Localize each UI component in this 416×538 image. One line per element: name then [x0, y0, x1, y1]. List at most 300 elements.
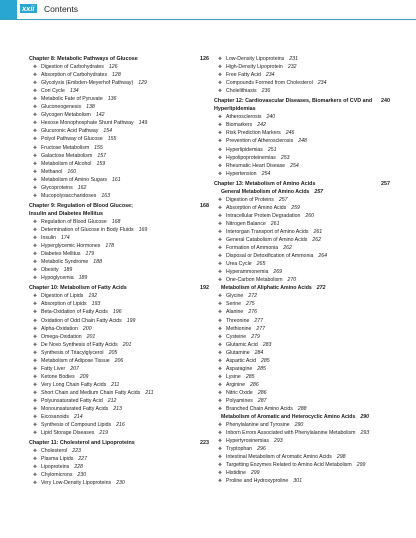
section-heading [214, 413, 390, 421]
diamond-bullet-icon: ❖ [218, 373, 223, 379]
toc-entry [29, 292, 209, 300]
toc-entry-title: Intracellular Protein Degradation [226, 212, 301, 219]
toc-entry-title: Atherosclerosis [226, 114, 262, 121]
diamond-bullet-icon: ❖ [218, 333, 223, 339]
toc-entry-title: Low-Density Lipoproteins [226, 56, 285, 62]
chapter-title: Chapter 8: Metabolic Pathways of Glucose [29, 56, 138, 62]
toc-entry [29, 119, 209, 127]
toc-entry-title: Lysine [226, 373, 241, 380]
toc-entry-title: Alpha-Oxidation [41, 325, 78, 332]
section-title: Metabolism of Aromatic and Heterocyclic Amino Acids [221, 414, 356, 421]
toc-entry-title: Targetting Enzymes Related to Amino Acid Metabolism [226, 462, 352, 469]
toc-entry [29, 218, 209, 226]
toc-entry-page: 264 [318, 253, 328, 260]
toc-entry-page: 160 [67, 168, 76, 175]
toc-entry-title: Cholelithiasis [226, 88, 257, 95]
diamond-bullet-icon: ❖ [33, 267, 38, 273]
toc-entry [214, 129, 390, 137]
chapter-title: Chapter 13: Metabolism of Amino Acids [214, 180, 316, 187]
toc-entry-title: Mucopolysaccharidoses [41, 192, 97, 199]
diamond-bullet-icon: ❖ [33, 293, 38, 299]
diamond-bullet-icon: ❖ [33, 120, 38, 126]
diamond-bullet-icon: ❖ [33, 152, 38, 158]
toc-entry-page: 189 [63, 267, 73, 274]
toc-entry-title: Nitrogen Balance [226, 220, 266, 227]
diamond-bullet-icon: ❖ [33, 333, 38, 339]
toc-entry [29, 349, 209, 357]
toc-entry [29, 365, 209, 373]
toc-entry [29, 308, 209, 316]
toc-entry [214, 300, 390, 308]
diamond-bullet-icon: ❖ [218, 204, 223, 210]
toc-entry [29, 103, 209, 111]
toc-entry-page: 155 [107, 136, 117, 143]
diamond-bullet-icon: ❖ [218, 430, 223, 436]
toc-entry-title: Disposal or Detoxification of Ammonia [226, 253, 314, 260]
toc-entry-page: 136 [107, 96, 117, 103]
toc-entry [29, 389, 209, 397]
toc-entry [29, 317, 209, 325]
diamond-bullet-icon: ❖ [33, 80, 38, 86]
diamond-bullet-icon: ❖ [33, 480, 38, 486]
chapter-page: 240 [381, 98, 390, 105]
diamond-bullet-icon: ❖ [218, 446, 223, 452]
diamond-bullet-icon: ❖ [33, 160, 38, 166]
toc-entry [29, 373, 209, 381]
toc-entry-page: 288 [297, 406, 307, 413]
toc-entry-page: 270 [287, 277, 297, 284]
toc-entry-page: 298 [336, 454, 346, 461]
toc-entry [214, 212, 390, 220]
toc-entry [214, 252, 390, 260]
toc-entry-title: Methanol [41, 168, 63, 175]
toc-entry-title: Glycolysis (Embden-Meyerhof Pathway) [41, 80, 134, 87]
toc-entry-page: 219 [99, 430, 109, 437]
toc-entry-page: 269 [273, 269, 283, 276]
toc-entry [29, 447, 209, 455]
diamond-bullet-icon: ❖ [218, 422, 223, 428]
diamond-bullet-icon: ❖ [33, 317, 38, 323]
toc-entry [214, 461, 390, 469]
toc-entry-page: 232 [287, 64, 297, 71]
toc-entry [29, 87, 209, 95]
toc-entry [29, 258, 209, 266]
toc-entry [214, 137, 390, 145]
toc-entry [29, 144, 209, 152]
toc-entry-page: 213 [113, 406, 122, 413]
toc-entry [29, 234, 209, 242]
toc-entry [29, 192, 209, 200]
chapter-page: 168 [200, 202, 209, 209]
toc-right-column [214, 55, 390, 485]
diamond-bullet-icon: ❖ [33, 251, 38, 257]
toc-entry-page: 257 [278, 196, 288, 203]
toc-entry [29, 429, 209, 437]
diamond-bullet-icon: ❖ [33, 309, 38, 315]
toc-entry-title: Regulation of Blood Glucose [41, 218, 107, 225]
diamond-bullet-icon: ❖ [218, 237, 223, 243]
toc-entry-title: Chylomicrons [41, 472, 73, 479]
diamond-bullet-icon: ❖ [33, 176, 38, 182]
toc-entry-title: De Novo Synthesis of Fatty Acids [41, 341, 118, 348]
toc-entry-title: Gluconeogenesis [41, 104, 82, 111]
diamond-bullet-icon: ❖ [33, 357, 38, 363]
toc-entry-title: Methionine [226, 325, 252, 332]
toc-entry [214, 421, 390, 429]
diamond-bullet-icon: ❖ [33, 456, 38, 462]
toc-entry-title: Serine [226, 301, 241, 308]
toc-entry [29, 381, 209, 389]
diamond-bullet-icon: ❖ [33, 72, 38, 78]
toc-entry [29, 242, 209, 250]
diamond-bullet-icon: ❖ [33, 128, 38, 134]
diamond-bullet-icon: ❖ [33, 406, 38, 412]
toc-entry-page: 259 [291, 204, 300, 211]
diamond-bullet-icon: ❖ [218, 64, 223, 70]
toc-entry [214, 308, 390, 316]
diamond-bullet-icon: ❖ [218, 122, 223, 128]
toc-entry-title: Very Long Chain Fatty Acids [41, 381, 107, 388]
toc-entry-title: Lipid Storage Diseases [41, 430, 95, 437]
chapter-heading [214, 97, 390, 113]
toc-left-column [29, 55, 209, 487]
toc-entry-title: High-Density Lipoprotein [226, 64, 283, 71]
toc-entry [214, 437, 390, 445]
toc-entry-title: Oxidation of Odd Chain Fatty Acids [41, 317, 122, 324]
toc-entry-title: Cori Cycle [41, 88, 65, 95]
toc-entry-title: Hyperglycemic Hormones [41, 243, 101, 250]
toc-entry [214, 341, 390, 349]
chapter-page: 126 [200, 56, 209, 62]
toc-entry-page: 285 [245, 373, 255, 380]
toc-entry-title: Branched Chain Amino Acids [226, 406, 293, 413]
toc-entry-page: 234 [317, 80, 327, 87]
toc-entry-title: Free Fatty Acid [226, 72, 261, 79]
section-title: Metabolism of Aliphatic Amino Acids [221, 285, 312, 292]
toc-entry-title: Very Low-Density Lipoproteins [41, 480, 112, 487]
diamond-bullet-icon: ❖ [218, 80, 223, 86]
toc-entry [214, 55, 390, 63]
page-header [0, 0, 416, 20]
toc-entry [214, 349, 390, 357]
toc-entry-title: Glycine [226, 293, 244, 300]
toc-entry-page: 199 [126, 317, 136, 324]
toc-entry-title: Polyamines [226, 397, 253, 404]
toc-entry [214, 196, 390, 204]
diamond-bullet-icon: ❖ [218, 365, 223, 371]
diamond-bullet-icon: ❖ [218, 389, 223, 395]
toc-entry [29, 325, 209, 333]
toc-entry-title: Risk Prediction Markers [226, 130, 281, 137]
toc-entry-title: Absorption of Carbohydrates [41, 72, 108, 79]
diamond-bullet-icon: ❖ [218, 196, 223, 202]
toc-entry-page: 179 [85, 251, 95, 258]
diamond-bullet-icon: ❖ [218, 146, 223, 152]
toc-entry-page: 276 [248, 309, 257, 316]
toc-entry-title: Glutamic Acid [226, 341, 258, 348]
toc-entry-page: 253 [280, 154, 290, 161]
toc-entry-page: 228 [74, 464, 83, 471]
toc-entry [29, 455, 209, 463]
diamond-bullet-icon: ❖ [33, 414, 38, 420]
toc-entry [214, 276, 390, 284]
toc-entry-title: Polyunsaturated Fatty Acid [41, 397, 103, 404]
toc-entry-page: 216 [116, 422, 125, 429]
diamond-bullet-icon: ❖ [218, 269, 223, 275]
toc-entry-title: Cholesterol [41, 448, 68, 455]
toc-entry [214, 113, 390, 121]
toc-entry-page: 168 [111, 218, 121, 225]
toc-entry-title: Digestion of Carbohydrates [41, 64, 104, 71]
toc-entry-page: 227 [78, 456, 87, 463]
chapter-title: Chapter 10: Metabolism of Fatty Acids [29, 285, 127, 292]
diamond-bullet-icon: ❖ [33, 381, 38, 387]
diamond-bullet-icon: ❖ [33, 365, 38, 371]
toc-entry-page: 169 [138, 226, 148, 233]
toc-entry-title: Histidine [226, 470, 246, 477]
diamond-bullet-icon: ❖ [33, 226, 38, 232]
diamond-bullet-icon: ❖ [218, 470, 223, 476]
diamond-bullet-icon: ❖ [33, 192, 38, 198]
toc-entry [29, 71, 209, 79]
toc-entry [29, 471, 209, 479]
toc-entry-page: 211 [145, 389, 154, 396]
toc-entry-title: Cysteine [226, 333, 247, 340]
toc-entry [29, 184, 209, 192]
toc-entry [214, 373, 390, 381]
toc-entry-page: 211 [111, 381, 120, 388]
toc-entry-page: 254 [261, 170, 271, 177]
toc-entry [214, 220, 390, 228]
toc-entry-page: 189 [78, 275, 88, 282]
toc-entry-title: Aspartic Acid [226, 357, 256, 364]
chapter-page: 257 [381, 180, 390, 187]
toc-entry [29, 160, 209, 168]
diamond-bullet-icon: ❖ [218, 381, 223, 387]
diamond-bullet-icon: ❖ [218, 301, 223, 307]
chapter-heading [29, 439, 209, 447]
toc-entry-title: General Catabolism of Amino Acids [226, 237, 308, 244]
diamond-bullet-icon: ❖ [218, 341, 223, 347]
toc-entry-page: 296 [257, 446, 266, 453]
toc-entry-title: Insulin [41, 235, 56, 242]
toc-entry-page: 286 [257, 389, 267, 396]
toc-entry [29, 397, 209, 405]
toc-entry [29, 479, 209, 487]
toc-entry [214, 170, 390, 178]
diamond-bullet-icon: ❖ [218, 454, 223, 460]
toc-entry-title: Asparagine [226, 365, 253, 372]
diamond-bullet-icon: ❖ [218, 170, 223, 176]
diamond-bullet-icon: ❖ [218, 438, 223, 444]
section-page: 257 [314, 188, 324, 195]
toc-entry-page: 188 [93, 259, 102, 266]
toc-entry-title: Beta-Oxidation of Fatty Acids [41, 309, 108, 316]
toc-entry [214, 87, 390, 95]
diamond-bullet-icon: ❖ [33, 112, 38, 118]
diamond-bullet-icon: ❖ [218, 228, 223, 234]
toc-entry [214, 429, 390, 437]
toc-entry-title: Hyperlipidemias [226, 146, 263, 153]
toc-entry-title: Glutamine [226, 349, 250, 356]
toc-entry [214, 260, 390, 268]
diamond-bullet-icon: ❖ [218, 114, 223, 120]
diamond-bullet-icon: ❖ [33, 389, 38, 395]
toc-entry [214, 445, 390, 453]
toc-entry-title: Fatty Liver [41, 365, 66, 372]
diamond-bullet-icon: ❖ [218, 138, 223, 144]
toc-entry-title: Metabolism of Alcohol [41, 160, 92, 167]
toc-entry-page: 174 [61, 235, 70, 242]
toc-entry-title: Digestion of Proteins [226, 196, 274, 203]
toc-entry-page: 262 [283, 245, 292, 252]
toc-entry-title: Nitric Oxide [226, 389, 253, 396]
diamond-bullet-icon: ❖ [218, 277, 223, 283]
diamond-bullet-icon: ❖ [33, 373, 38, 379]
toc-entry [29, 111, 209, 119]
toc-entry-title: Monounsaturated Fatty Acids [41, 406, 109, 413]
toc-entry [214, 397, 390, 405]
toc-entry-page: 265 [256, 261, 266, 268]
toc-entry-page: 134 [69, 88, 79, 95]
toc-entry-page: 214 [73, 414, 83, 421]
toc-entry [29, 127, 209, 135]
toc-entry-page: 284 [254, 349, 264, 356]
diamond-bullet-icon: ❖ [33, 430, 38, 436]
diamond-bullet-icon: ❖ [33, 301, 38, 307]
toc-entry [214, 365, 390, 373]
diamond-bullet-icon: ❖ [33, 464, 38, 470]
toc-entry-page: 126 [108, 64, 118, 71]
chapter-page: 223 [200, 440, 209, 447]
diamond-bullet-icon: ❖ [33, 168, 38, 174]
toc-entry [214, 236, 390, 244]
toc-entry-page: 142 [95, 112, 105, 119]
toc-entry-page: 230 [116, 480, 125, 487]
toc-entry-page: 248 [298, 138, 307, 145]
toc-entry-title: Glucuronic Acid Pathway [41, 128, 99, 135]
diamond-bullet-icon: ❖ [218, 325, 223, 331]
running-title: Contents [44, 4, 79, 14]
toc-entry-page: 240 [266, 114, 276, 121]
diamond-bullet-icon: ❖ [218, 293, 223, 299]
diamond-bullet-icon: ❖ [218, 245, 223, 251]
toc-entry [29, 135, 209, 143]
section-page: 290 [360, 414, 369, 421]
toc-entry-title: Polyol Pathway of Glucose [41, 136, 103, 143]
toc-entry-title: Glycoproteins [41, 184, 73, 191]
chapter-heading [214, 180, 390, 188]
toc-entry-page: 299 [356, 462, 366, 469]
diamond-bullet-icon: ❖ [33, 96, 38, 102]
diamond-bullet-icon: ❖ [218, 317, 223, 323]
toc-entry-page: 261 [313, 228, 323, 235]
toc-entry-page: 262 [312, 237, 321, 244]
toc-entry [214, 357, 390, 365]
toc-entry-page: 301 [293, 478, 302, 485]
toc-entry-title: One-Carbon Metabolism [226, 277, 283, 284]
toc-entry [214, 71, 390, 79]
page-number: xxii [22, 4, 35, 13]
toc-entry-title: Short Chain and Medium Chain Fatty Acids [41, 389, 141, 396]
toc-entry-title: Metabolic Syndrome [41, 259, 89, 266]
toc-entry [214, 292, 390, 300]
diamond-bullet-icon: ❖ [33, 136, 38, 142]
toc-entry-page: 234 [265, 72, 275, 79]
toc-entry-page: 279 [251, 333, 260, 340]
toc-entry-page: 138 [86, 104, 95, 111]
toc-entry-title: Metabolism of Adipose Tissue [41, 357, 110, 364]
toc-entry [29, 463, 209, 471]
toc-entry-title: Omega-Oxidation [41, 333, 82, 340]
toc-entry [29, 152, 209, 160]
toc-entry-title: Compounds Formed from Cholesterol [226, 80, 313, 87]
chapter-title: Chapter 11: Cholesterol and Lipoproteins [29, 440, 135, 447]
toc-entry-page: 254 [290, 162, 299, 169]
diamond-bullet-icon: ❖ [33, 349, 38, 355]
toc-entry [214, 477, 390, 485]
diamond-bullet-icon: ❖ [218, 220, 223, 226]
toc-entry-page: 209 [79, 373, 89, 380]
toc-entry [214, 453, 390, 461]
toc-entry-page: 129 [138, 80, 147, 87]
toc-entry [214, 405, 390, 413]
diamond-bullet-icon: ❖ [33, 243, 38, 249]
toc-entry-page: 283 [262, 341, 272, 348]
toc-entry [214, 381, 390, 389]
toc-entry-page: 196 [112, 309, 122, 316]
toc-entry-title: Fructose Metabolism [41, 144, 90, 151]
diamond-bullet-icon: ❖ [33, 259, 38, 265]
toc-entry-page: 201 [86, 333, 96, 340]
toc-entry-title: Metabolism of Amino Sugars [41, 176, 108, 183]
toc-entry-page: 287 [257, 397, 267, 404]
toc-entry-page: 236 [261, 88, 271, 95]
diamond-bullet-icon: ❖ [218, 357, 223, 363]
toc-entry-page: 277 [254, 317, 264, 324]
toc-entry-title: Arginine [226, 381, 246, 388]
toc-entry [214, 228, 390, 236]
diamond-bullet-icon: ❖ [33, 218, 38, 224]
toc-entry-page: 230 [77, 472, 87, 479]
toc-entry-title: Urea Cycle [226, 261, 252, 268]
toc-entry-title: Synthesis of Triacylglycerol [41, 349, 104, 356]
toc-entry [29, 168, 209, 176]
chapter-heading [29, 55, 209, 63]
toc-entry [214, 469, 390, 477]
toc-entry [214, 162, 390, 170]
chapter-title-continued: Hyperlipidemias [214, 106, 256, 113]
toc-entry-title: Proline and Hydroxyproline [226, 478, 289, 485]
toc-entry-title: Hypoglycemia [41, 275, 74, 282]
diamond-bullet-icon: ❖ [33, 397, 38, 403]
toc-entry-title: Lipoproteins [41, 464, 70, 471]
toc-entry [29, 300, 209, 308]
chapter-title: Chapter 9: Regulation of Blood Glucose; [29, 202, 133, 209]
toc-entry [214, 121, 390, 129]
toc-entry-page: 299 [250, 470, 260, 477]
toc-entry-page: 205 [108, 349, 118, 356]
diamond-bullet-icon: ❖ [33, 325, 38, 331]
toc-entry [214, 333, 390, 341]
toc-entry-page: 290 [294, 422, 304, 429]
toc-entry-page: 201 [122, 341, 132, 348]
toc-entry [214, 79, 390, 87]
toc-entry [29, 250, 209, 258]
toc-entry-title: Biomarkers [226, 122, 253, 129]
toc-entry-title: Hypolipoproteinemias [226, 154, 276, 161]
toc-entry-title: Diabetes Mellitus [41, 251, 81, 258]
